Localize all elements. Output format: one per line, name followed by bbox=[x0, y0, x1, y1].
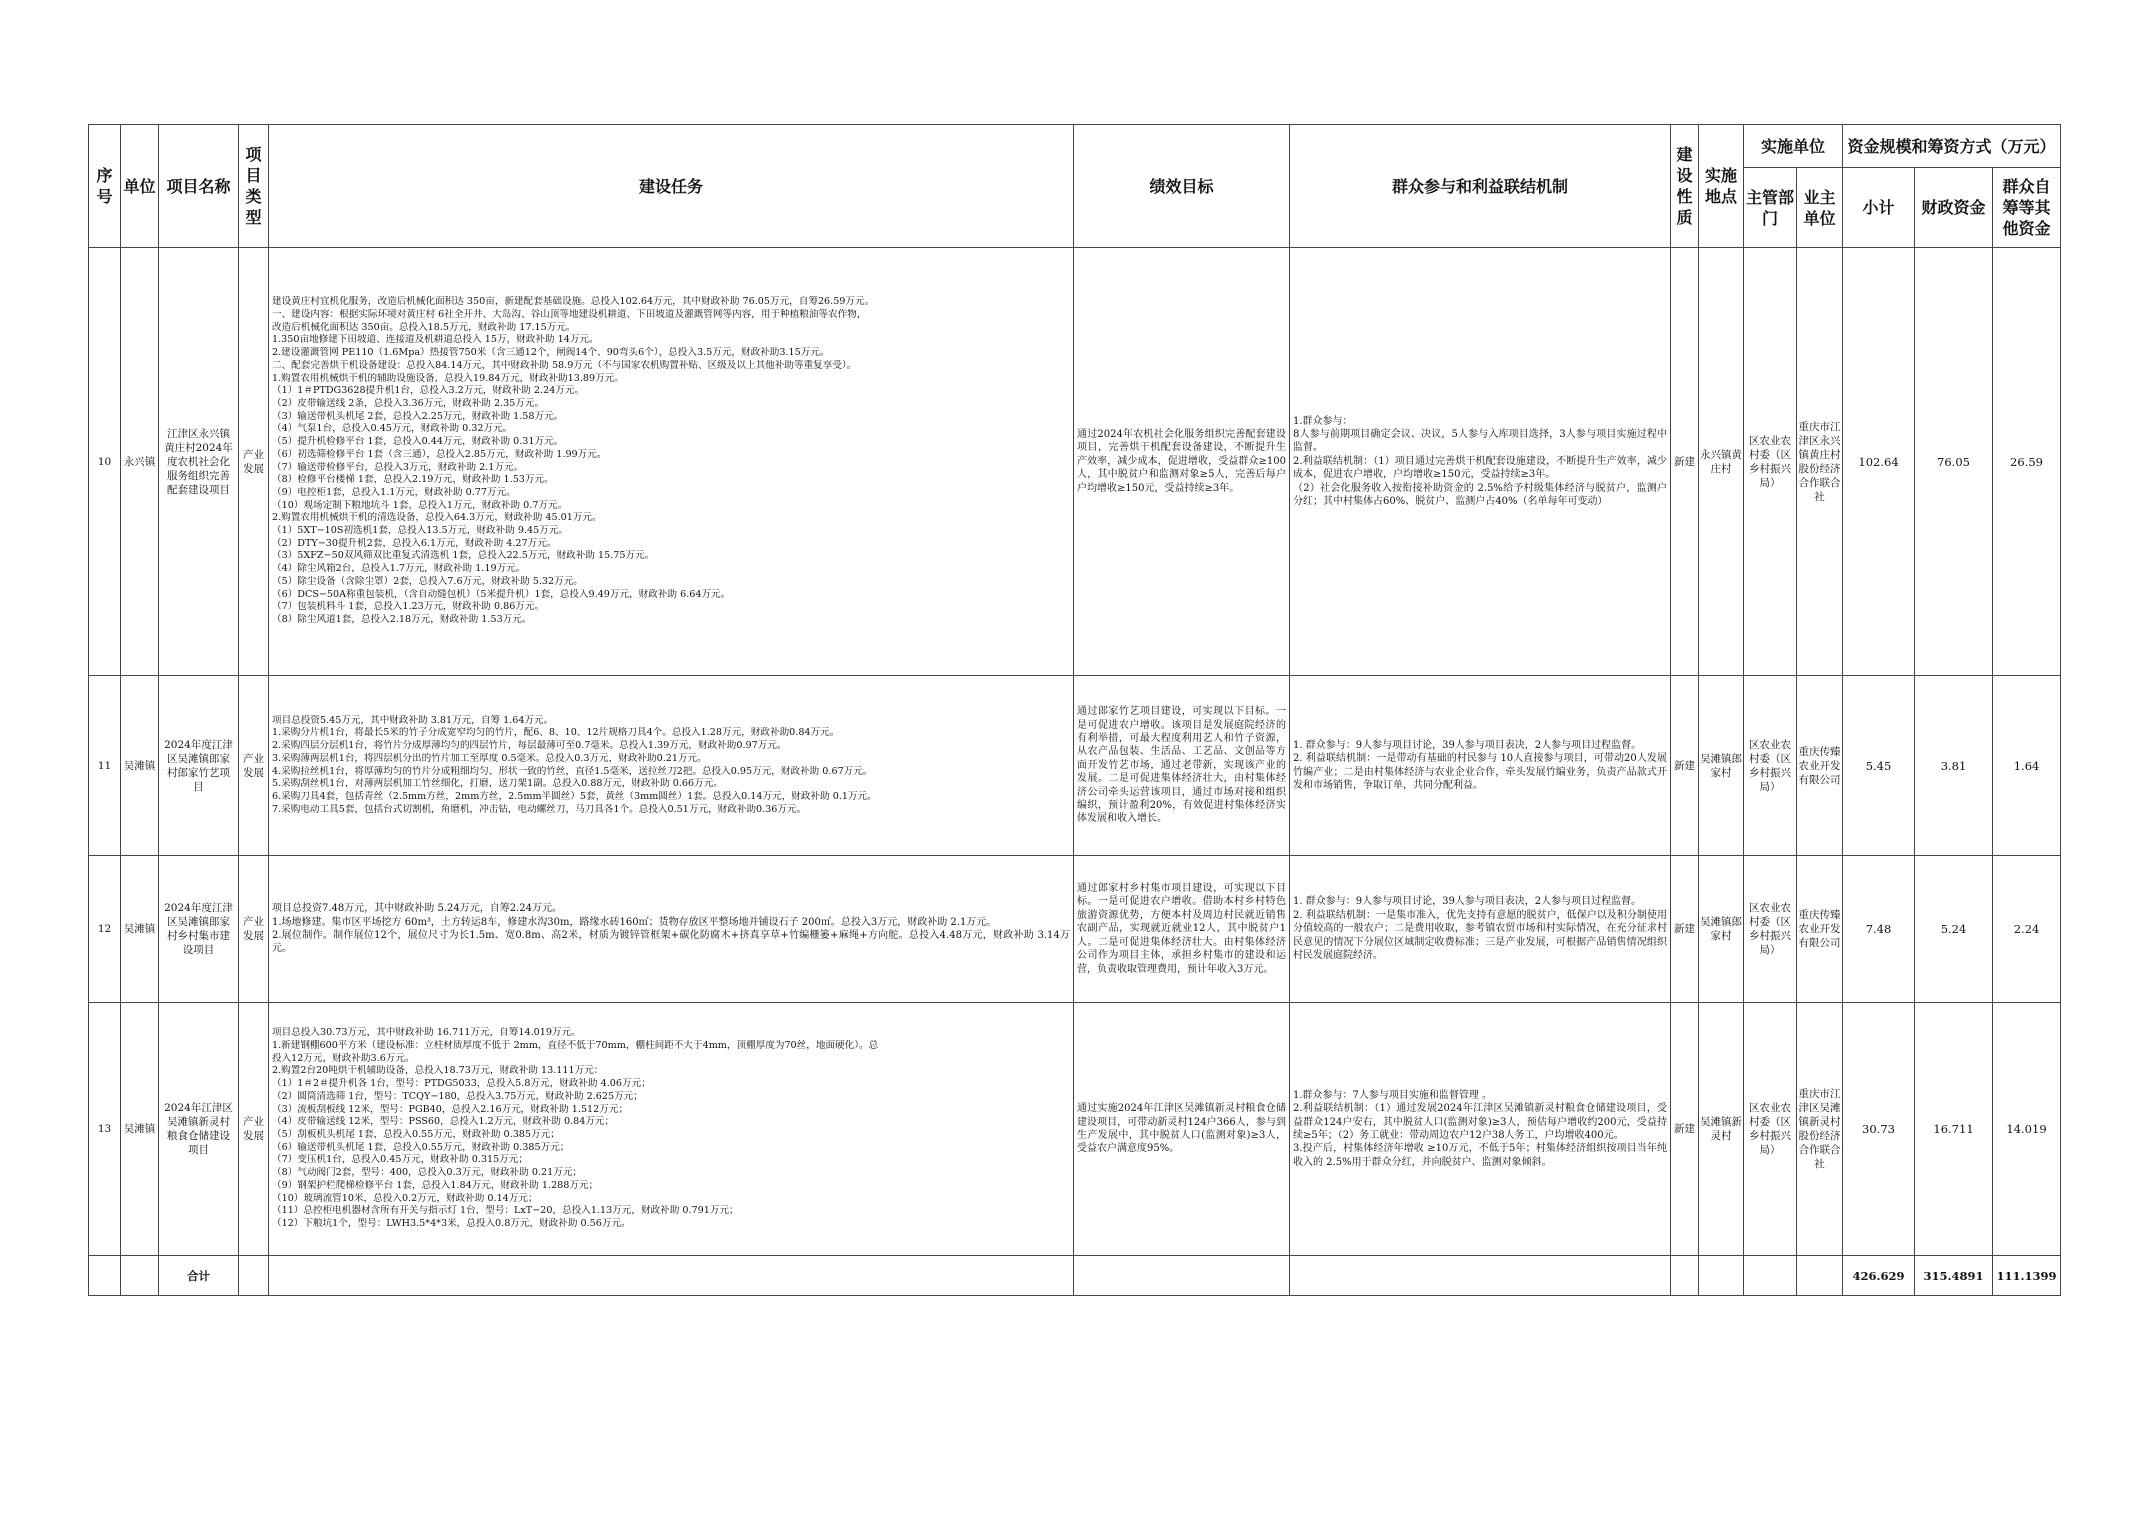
header-fund: 资金规模和筹资方式（万元） bbox=[1843, 125, 2061, 168]
row-project-name: 江津区永兴镇黄庄村2024年度农机社会化服务组织完善配套建设项目 bbox=[159, 248, 239, 676]
task-line: 项目总投入30.73万元，其中财政补助 16.711万元，自筹14.019万元。 bbox=[272, 1027, 581, 1039]
task-line: 1.场地修建。集市区平场挖方 60m³，土方转运8车，修建水沟30m，路缘水砖160㎡；货物存放区平整场地并铺设石子 200㎡。总投入3万元，财政补助 2.1万元。 bbox=[272, 916, 997, 928]
row-project-name: 2024年度江津区吴滩镇郎家村郎家竹艺项目 bbox=[159, 676, 239, 856]
row-project-type: 产业发展 bbox=[239, 856, 269, 1003]
task-line: （9）钢架护栏爬梯检修平台 1套，总投入1.84万元，财政补助 1.288万元； bbox=[272, 1179, 599, 1191]
task-line: （8）检修平台楼梯 1套，总投入2.19万元，财政补助 1.53万元。 bbox=[272, 474, 554, 486]
task-line: （8）气动阀门2套，型号：400，总投入0.3万元，财政补助 0.21万元； bbox=[272, 1167, 583, 1179]
total-empty bbox=[121, 1256, 159, 1296]
task-line: 2.购置2台20吨烘干机辅助设备，总投入18.73万元，财政补助 13.111万元： bbox=[272, 1065, 604, 1077]
total-self: 111.1399 bbox=[1993, 1256, 2061, 1296]
row-finance: 16.711 bbox=[1915, 1003, 1993, 1256]
row-unit: 吴滩镇 bbox=[121, 676, 159, 856]
header-finance: 财政资金 bbox=[1915, 168, 1993, 248]
header-impl-unit: 实施单位 bbox=[1744, 125, 1843, 168]
total-empty bbox=[1671, 1256, 1699, 1296]
row-location: 吴滩镇郎家村 bbox=[1699, 676, 1744, 856]
task-line: 1.新建钢棚600平方米（建设标准：立柱材质厚度不低于 2mm，直径不低于70mm，棚柱间距不大于4mm，顶棚厚度为70丝，地面硬化）。总 bbox=[272, 1040, 879, 1052]
row-self: 26.59 bbox=[1993, 248, 2061, 676]
row-project-name: 2024年度江津区吴滩镇郎家村乡村集市建设项目 bbox=[159, 856, 239, 1003]
row-subtotal: 102.64 bbox=[1843, 248, 1915, 676]
goal-text: 通过郎家竹艺项目建设，可实现以下目标。一是可促进农户增收。该项目是发展庭院经济的有利举措，可最大程度利用艺人和竹子资源，从农产品包装、生活品、工艺品、文创品等方面开发竹艺市场，通过老带新，实现该产业的发展。二是可促进集体经济壮大，由村集体经济公司牵头运营该项目，通过市场对接和组织编织，预计盈利20%，有效促进村集体经济实体发展和收入增长。 bbox=[1077, 706, 1286, 825]
header-project-name: 项目名称 bbox=[159, 125, 239, 248]
task-line: （2）DTY−30提升机2套，总投入6.1万元，财政补助 4.27万元。 bbox=[272, 537, 557, 549]
mechanism-line: 2. 利益联结机制：一是集市准入，优先支持有意愿的脱贫户，低保户以及积分制使用分值较高的一般农户；二是费用收取，参考镇农贸市场和村实际情况，在充分征求村民意见的情况下分展位区域制定收费标准；三是产业发展，可根据产品销售情况组织村民发展庭院经济。 bbox=[1293, 909, 1667, 962]
header-dept: 主管部门 bbox=[1744, 168, 1797, 248]
header-unit: 单位 bbox=[121, 125, 159, 248]
task-line: 项目总投资5.45万元，其中财政补助 3.81万元，自筹 1.64万元。 bbox=[272, 714, 554, 726]
task-line: 建设黄庄村宜机化服务，改造后机械化面积达 350亩，新建配套基础设施。总投入102.64万元，其中财政补助 76.05万元，自筹26.59万元。 bbox=[272, 296, 875, 308]
task-line: 项目总投资7.48万元，其中财政补助 5.24万元，自筹2.24万元。 bbox=[272, 903, 562, 915]
row-location: 吴滩镇郎家村 bbox=[1699, 856, 1744, 1003]
task-line: （3）流板刮板线 12米，型号：PGB40，总投入2.16万元，财政补助 1.512万元； bbox=[272, 1103, 629, 1115]
row-dept: 区农业农村委（区乡村振兴局） bbox=[1744, 1003, 1797, 1256]
task-line: 6.采购刀具4套，包括青丝（2.5mm方丝，2mm方丝，2.5mm半圆丝）5套，黄丝（3mm圆丝）1套。总投入0.14万元，财政补助 0.1万元。 bbox=[272, 790, 877, 802]
mechanism-line: 8人参与前期项目确定会议、决议，5人参与入库项目选择，3人参与项目实施过程中监督。 bbox=[1293, 428, 1667, 454]
mechanism-line: 1. 群众参与：9人参与项目讨论，39人参与项目表决，2人参与项目过程监督。 bbox=[1293, 739, 1642, 751]
task-line: （6）初选筛检修平台 1套（含三通），总投入2.85万元，财政补助 1.99万元。 bbox=[272, 448, 607, 460]
total-label: 合计 bbox=[159, 1256, 239, 1296]
row-unit: 永兴镇 bbox=[121, 248, 159, 676]
mechanism-line: 2. 利益联结机制：一是带动有基础的村民参与 10人直接参与项目，可带动20人发展竹编产业；二是由村集体经济与农业企业合作，牵头发展竹编业务，负责产品款式开发和市场销售，争取订单，共同分配利益。 bbox=[1293, 753, 1667, 791]
mechanism-line: 2.利益联结机制：（1）项目通过完善烘干机配套设施建设，不断提升生产效率，减少成本，促进农户增收，户均增收≥150元，受益持续≥3年。 bbox=[1293, 455, 1667, 481]
mechanism-line: 1.群众参与： bbox=[1293, 415, 1353, 427]
task-line: 2.展位制作。制作展位12个，展位尺寸为长1.5m、宽0.8m、高2米，材质为镀锌管框架+碳化防腐木+挤真享草+竹编栅篓+麻绳+方向舵。总投入4.48万元，财政补助 3.14万元。 bbox=[272, 930, 1070, 955]
row-owner: 重庆市江津区吴滩镇新灵村股份经济合作联合社 bbox=[1797, 1003, 1843, 1256]
goal-text: 通过郎家村乡村集市项目建设，可实现以下目标。一是可促进农户增收。借助本村乡村特色旅游资源优势，方便本村及周边村民就近销售农副产品，实现就近就业12人，其中脱贫户1人。二是可促进集体经济壮大。由村集体经济公司作为项目主体，承担乡村集市的建设和运营，负责收取管理费用，预计年收入3万元。 bbox=[1077, 883, 1286, 975]
task-line: 投入12万元，财政补助3.6万元。 bbox=[272, 1052, 415, 1064]
project-table bbox=[88, 124, 2061, 1296]
task-line: （10）玻璃流管10米，总投入0.2万元，财政补助 0.14万元； bbox=[272, 1192, 538, 1204]
task-line: （3）输送带机头机尾 2套，总投入2.25万元，财政补助 1.58万元。 bbox=[272, 410, 564, 422]
row-owner: 重庆传臻农业开发有限公司 bbox=[1797, 856, 1843, 1003]
header-seq: 序号 bbox=[89, 125, 121, 248]
total-empty bbox=[269, 1256, 1074, 1296]
row-finance: 76.05 bbox=[1915, 248, 1993, 676]
header-nature: 建设性质 bbox=[1671, 125, 1699, 248]
task-line: （10）观场定制下粮地坑斗 1套，总投入1万元，财政补助 0.7万元。 bbox=[272, 499, 568, 511]
task-line: （1）1＃PTDG3628提升机1台，总投入3.2万元，财政补助 2.24万元。 bbox=[272, 385, 585, 397]
header-goal: 绩效目标 bbox=[1074, 125, 1290, 248]
task-line: （9）电控柜1套，总投入1.1万元，财政补助 0.77万元。 bbox=[272, 486, 516, 498]
row-mechanism bbox=[1290, 1003, 1671, 1256]
task-line: （2）皮带输送线 2条，总投入3.36万元，财政补助 2.35万元。 bbox=[272, 397, 545, 409]
task-line: 1.350亩地修建下田坡道、连接道及机耕道总投入 15万，财政补助 14万元。 bbox=[272, 334, 599, 346]
total-empty bbox=[1744, 1256, 1797, 1296]
header-task: 建设任务 bbox=[269, 125, 1074, 248]
total-empty bbox=[1074, 1256, 1290, 1296]
row-dept: 区农业农村委（区乡村振兴局） bbox=[1744, 676, 1797, 856]
task-line: 1.采购分片机1台，将最长5米的竹子分成宽窄均匀的竹片，配6、8、10、12片规格刀具4个。总投入1.28万元，财政补助0.84万元。 bbox=[272, 727, 840, 739]
row-dept: 区农业农村委（区乡村振兴局） bbox=[1744, 856, 1797, 1003]
total-subtotal: 426.629 bbox=[1843, 1256, 1915, 1296]
task-line: （7）输送带检修平台，总投入3万元，财政补助 2.1万元。 bbox=[272, 461, 524, 473]
task-line: 1.购置农用机械烘干机的辅助设施设备，总投入19.84万元，财政补助13.89万元。 bbox=[272, 372, 624, 384]
total-empty bbox=[89, 1256, 121, 1296]
row-seq: 10 bbox=[89, 248, 121, 676]
task-line: （6）DCS−50A称重包装机，（含自动缝包机）（5米提升机）1套，总投入9.49万元，财政补助 6.64万元。 bbox=[272, 588, 731, 600]
mechanism-line: 2.利益联结机制：（1）通过发展2024年江津区吴滩镇新灵村粮食仓储建设项目，受益群众124户安右，其中脱贫人口(监测对象)≥3人，预估每户增收约200元，受益持续≥5年；（2）务工就业：带动周边农户12户38人务工，户均增收400元。 bbox=[1293, 1103, 1667, 1141]
row-subtotal: 5.45 bbox=[1843, 676, 1915, 856]
row-location: 吴滩镇新灵村 bbox=[1699, 1003, 1744, 1256]
total-empty bbox=[1797, 1256, 1843, 1296]
mechanism-line: 1.群众参与：7人参与项目实施和监督管理 。 bbox=[1293, 1089, 1493, 1101]
row-finance: 3.81 bbox=[1915, 676, 1993, 856]
row-project-name: 2024年江津区吴滩镇新灵村粮食仓储建设项目 bbox=[159, 1003, 239, 1256]
row-self: 1.64 bbox=[1993, 676, 2061, 856]
total-row bbox=[89, 1256, 2061, 1296]
task-line: （1）5XT−10S初选机1套，总投入13.5万元，财政补助 9.45万元。 bbox=[272, 525, 569, 537]
task-line: （7）变压机1台，总投入0.45万元，财政补助 0.315万元； bbox=[272, 1154, 528, 1166]
task-line: （4）气泵1台，总投入0.45万元，财政补助 0.32万元。 bbox=[272, 423, 513, 435]
task-line: 改造后机械化面积达 350亩。总投入18.5万元，财政补助 17.15万元。 bbox=[272, 321, 576, 333]
row-subtotal: 30.73 bbox=[1843, 1003, 1915, 1256]
task-line: 2.购置农用机械烘干机的清选设备，总投入64.3万元，财政补助 45.01万元。 bbox=[272, 512, 602, 524]
table-row bbox=[89, 1003, 2061, 1256]
row-owner: 重庆市江津区永兴镇黄庄村股份经济合作联合社 bbox=[1797, 248, 1843, 676]
task-line: 3.采购薄两层机1台，将四层机分出的竹片加工至厚度 0.5毫米。总投入0.3万元，财政补助0.21万元。 bbox=[272, 752, 707, 764]
task-line: 二、配套完善烘干机设备建设：总投入84.14万元，其中财政补助 58.9万元（不与国家农机购置补贴、区级及以上其他补助等重复享受）。 bbox=[272, 359, 857, 371]
row-goal bbox=[1074, 856, 1290, 1003]
row-goal bbox=[1074, 1003, 1290, 1256]
goal-text: 通过2024年农机社会化服务组织完善配套建设项目，完善烘干机配套设备建设，不断提升生产效率，减少成本，促进增收，受益群众≥100人，其中脱贫户和监测对象≥5人，完善后每户户均增收≥150元，受益持续≥3年。 bbox=[1077, 428, 1286, 494]
table-row bbox=[89, 248, 2061, 676]
row-seq: 11 bbox=[89, 676, 121, 856]
task-line: （7）包装机料斗 1套，总投入1.23万元，财政补助 0.86万元。 bbox=[272, 601, 545, 613]
task-line: （4）皮带输送线 12米，型号：PSS60，总投入1.2万元，财政补助 0.84万元； bbox=[272, 1116, 615, 1128]
row-dept: 区农业农村委（区乡村振兴局） bbox=[1744, 248, 1797, 676]
row-finance: 5.24 bbox=[1915, 856, 1993, 1003]
row-goal bbox=[1074, 248, 1290, 676]
row-task bbox=[269, 856, 1074, 1003]
row-goal bbox=[1074, 676, 1290, 856]
total-finance: 315.4891 bbox=[1915, 1256, 1993, 1296]
task-line: 4.采购拉丝机1台，将厚薄均匀的竹片分成粗细均匀、形状一致的竹丝，直径1.5毫米，送拉丝刀2把。总投入0.95万元，财政补助 0.67万元。 bbox=[272, 765, 873, 777]
task-line: （8）除尘风道1套，总投入2.18万元，财政补助 1.53万元。 bbox=[272, 613, 532, 625]
row-task bbox=[269, 1003, 1074, 1256]
header-self: 群众自筹等其他资金 bbox=[1993, 168, 2061, 248]
row-mechanism bbox=[1290, 248, 1671, 676]
task-line: （4）除尘风箱2台，总投入1.7万元，财政补助 1.19万元。 bbox=[272, 563, 526, 575]
task-line: （11）总控柜电机器材含所有开关与指示灯 1台，型号：LxT−20，总投入1.13万元，财政补助 0.791万元； bbox=[272, 1205, 739, 1217]
task-line: 2.采购四层分层机1台，将竹片分成厚薄均匀的四层竹片，每层最薄可至0.7毫米。总投入1.39万元，财政补助0.97万元。 bbox=[272, 740, 787, 752]
row-project-type: 产业发展 bbox=[239, 1003, 269, 1256]
row-task bbox=[269, 248, 1074, 676]
row-seq: 13 bbox=[89, 1003, 121, 1256]
total-empty bbox=[1290, 1256, 1671, 1296]
mechanism-line: （2）社会化服务收入按衔接补助资金的 2.5%给予村级集体经济与脱贫户，监测户分红；其中村集体占60%、脱贫户、监测户占40%（名单每年可变动） bbox=[1293, 482, 1667, 508]
row-seq: 12 bbox=[89, 856, 121, 1003]
total-empty bbox=[1699, 1256, 1744, 1296]
task-line: （6）输送带机头机尾 1套，总投入0.55万元，财政补助 0.385万元； bbox=[272, 1141, 570, 1153]
header-subtotal: 小计 bbox=[1843, 168, 1915, 248]
row-task bbox=[269, 676, 1074, 856]
task-line: 一、建设内容：根据实际环境对黄庄村 6社全开井、大岛沟、谷山顶等地建设机耕道、下田坡道及灌溉管网等内容，用于种植粮油等农作物， bbox=[272, 309, 867, 321]
header-mechanism: 群众参与和利益联结机制 bbox=[1290, 125, 1671, 248]
header-project-type: 项目类型 bbox=[239, 125, 269, 248]
task-line: （2）圆筒清选筛 1台，型号：TCQY−180，总投入3.75万元，财政补助 2.625万元； bbox=[272, 1090, 643, 1102]
row-project-type: 产业发展 bbox=[239, 248, 269, 676]
total-empty bbox=[239, 1256, 269, 1296]
row-owner: 重庆传臻农业开发有限公司 bbox=[1797, 676, 1843, 856]
row-unit: 吴滩镇 bbox=[121, 1003, 159, 1256]
task-line: 7.采购电动工具5套，包括台式切割机，角磨机，冲击钻，电动螺丝刀，马刀具各1个。总投入0.51万元，财政补助0.36万元。 bbox=[272, 803, 807, 815]
task-line: （3）5XFZ−50双风筛双比重复式清选机 1套，总投入22.5万元，财政补助 15.75万元。 bbox=[272, 550, 655, 562]
table-row bbox=[89, 856, 2061, 1003]
header-location: 实施地点 bbox=[1699, 125, 1744, 248]
row-project-type: 产业发展 bbox=[239, 676, 269, 856]
task-line: 5.采购刮丝机1台，对薄两层机加工竹丝细化，打磨，送刀架1副。总投入0.88万元，财政补助 0.66万元。 bbox=[272, 778, 723, 790]
mechanism-line: 3.投产后，村集体经济年增收 ≥10万元，不低于5年；村集体经济组织按项目当年纯收入的 2.5%用于群众分红，并向脱贫户、监测对象倾斜。 bbox=[1293, 1143, 1667, 1168]
task-line: （5）刮板机头机尾 1套，总投入0.55万元，财政补助 0.385万元； bbox=[272, 1129, 560, 1140]
task-line: （5）提升机检修平台 1套，总投入0.44万元，财政补助 0.31万元。 bbox=[272, 436, 564, 448]
row-mechanism bbox=[1290, 856, 1671, 1003]
task-line: 2.建设灌溉管网 PE110（1.6Mpa）热接管750米（含三通12个，闸阀14个、90弯头6个），总投入3.5万元，财政补助3.15万元。 bbox=[272, 347, 830, 359]
row-unit: 吴滩镇 bbox=[121, 856, 159, 1003]
task-line: （12）下粮坑1个，型号：LWH3.5*4*3米，总投入0.8万元，财政补助 0.56万元。 bbox=[272, 1217, 631, 1229]
row-self: 2.24 bbox=[1993, 856, 2061, 1003]
row-subtotal: 7.48 bbox=[1843, 856, 1915, 1003]
task-line: （1）1＃2＃提升机各 1台，型号：PTDG5033，总投入5.8万元，财政补助 4.06万元； bbox=[272, 1078, 651, 1090]
row-nature: 新建 bbox=[1671, 856, 1699, 1003]
row-nature: 新建 bbox=[1671, 1003, 1699, 1256]
goal-text: 通过实施2024年江津区吴滩镇新灵村粮食仓储建设项目，可带动新灵村124户366人，参与到生产发展中，其中脱贫人口(监测对象)≥3人，受益农户满意度95%。 bbox=[1077, 1103, 1286, 1155]
table-row bbox=[89, 676, 2061, 856]
row-nature: 新建 bbox=[1671, 248, 1699, 676]
row-self: 14.019 bbox=[1993, 1003, 2061, 1256]
row-mechanism bbox=[1290, 676, 1671, 856]
header-owner: 业主单位 bbox=[1797, 168, 1843, 248]
task-line: （5）除尘设备（含除尘罩）2套，总投入7.6万元，财政补助 5.32万元。 bbox=[272, 575, 583, 587]
row-location: 永兴镇黄庄村 bbox=[1699, 248, 1744, 676]
row-nature: 新建 bbox=[1671, 676, 1699, 856]
mechanism-line: 1. 群众参与：9人参与项目讨论，39人参与项目表决，2人参与项目过程监督。 bbox=[1293, 896, 1642, 908]
